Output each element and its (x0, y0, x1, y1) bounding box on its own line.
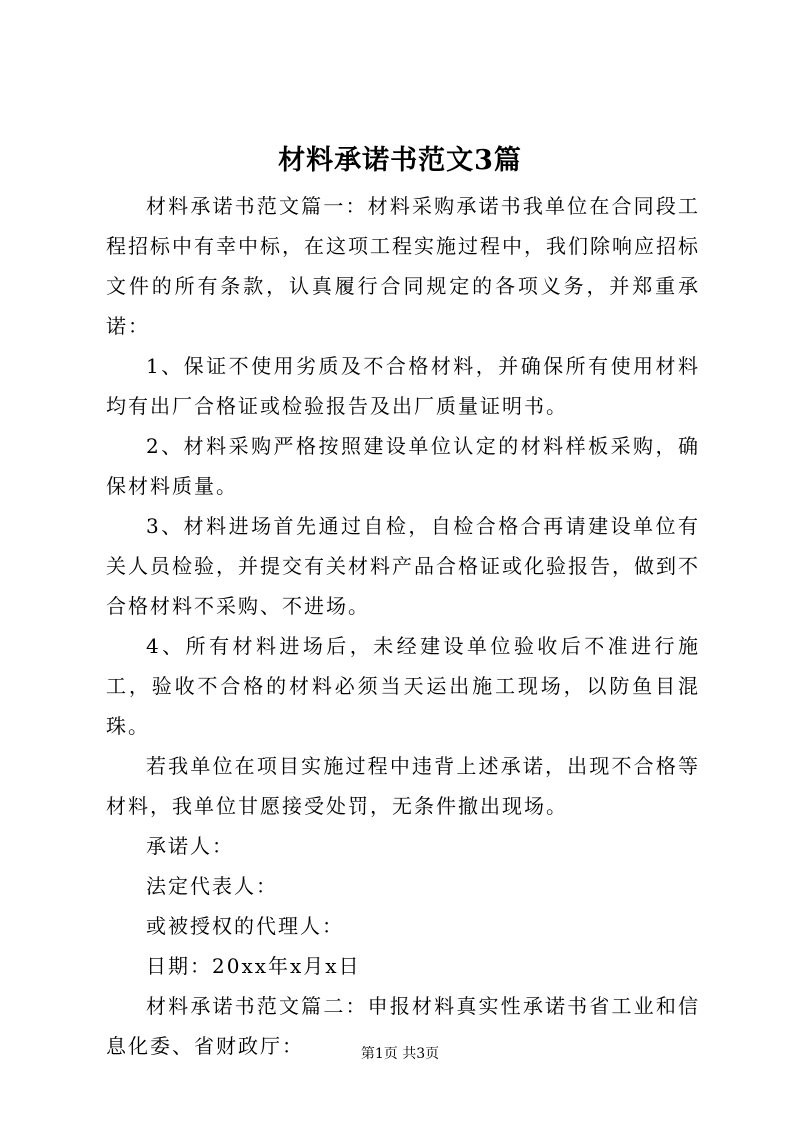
document-body (106, 186, 700, 1066)
signature-legal-rep: 法定代表人： (146, 874, 278, 898)
paragraph-commitment-1: 1、保证不使用劣质及不合格材料，并确保所有使用材料均有出厂合格证或检验报告及出厂质量证明书。 (106, 354, 700, 418)
paragraph-commitment-4: 4、所有材料进场后，未经建设单位验收后不准进行施工，验收不合格的材料必须当天运出施工现场，以防鱼目混珠。 (106, 634, 700, 738)
signature-agent: 或被授权的代理人： (146, 914, 344, 938)
paragraph-penalty: 若我单位在项目实施过程中违背上述承诺，出现不合格等材料，我单位甘愿接受处罚，无条件撤出现场。 (106, 754, 700, 818)
paragraph-commitment-3: 3、材料进场首先通过自检，自检合格合再请建设单位有关人员检验，并提交有关材料产品合格证或化验报告，做到不合格材料不采购、不进场。 (106, 514, 700, 618)
page-footer: 第1页 共3页 (360, 1046, 440, 1062)
signature-promisor: 承诺人： (146, 834, 234, 858)
paragraph-section-2: 材料承诺书范文篇二：申报材料真实性承诺书省工业和信息化委、省财政厅： (106, 994, 700, 1058)
paragraph-commitment-2: 2、材料采购严格按照建设单位认定的材料样板采购，确保材料质量。 (106, 434, 700, 498)
paragraph-intro: 材料承诺书范文篇一：材料采购承诺书我单位在合同段工程招标中有幸中标，在这项工程实施过程中，我们除响应招标文件的所有条款，认真履行合同规定的各项义务，并郑重承诺： (106, 194, 700, 338)
signature-date: 日期：20xx年x月x日 (146, 954, 361, 978)
page-title: 材料承诺书范文3篇 (278, 145, 522, 176)
